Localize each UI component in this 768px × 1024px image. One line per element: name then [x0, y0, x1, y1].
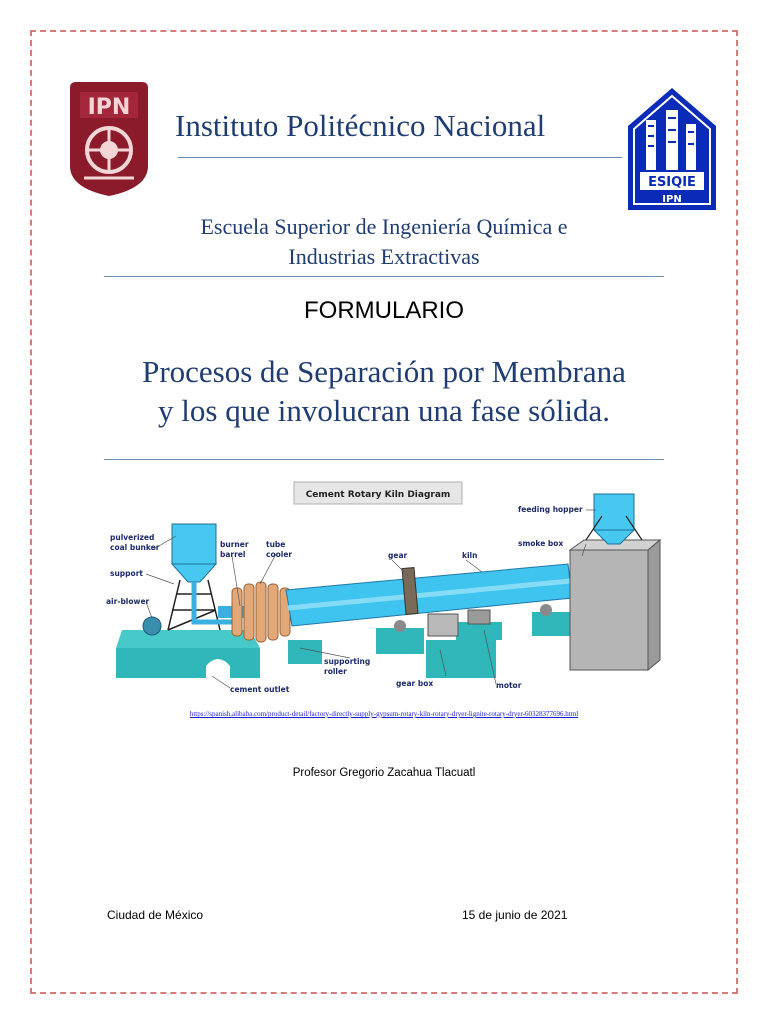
label-air-blower: air-blower: [106, 597, 150, 606]
author-name: Profesor Gregorio Zacahua Tlacuatl: [292, 767, 476, 779]
footer-city: Ciudad de México: [107, 908, 204, 922]
label-supporting-roller-2: roller: [324, 667, 347, 676]
tube-cooler: [232, 582, 290, 642]
label-coal-bunker-2: coal bunker: [110, 543, 160, 552]
svg-text:ESIQIE: ESIQIE: [648, 175, 696, 190]
label-tube-1: tube: [266, 540, 286, 549]
footer-date: 15 de junio de 2021: [462, 908, 568, 922]
label-smoke-box: smoke box: [518, 539, 564, 548]
school-rule: [104, 276, 664, 277]
label-gear-box: gear box: [396, 679, 434, 688]
ipn-logo: [66, 78, 152, 198]
kiln-diagram: [100, 480, 666, 706]
label-burner-2: barrel: [220, 550, 246, 559]
label-motor: motor: [496, 681, 522, 690]
diagram-title: Cement Rotary Kiln Diagram: [305, 490, 451, 500]
school-name: Escuela Superior de Ingeniería Química e Industrias Extractivas: [200, 214, 568, 269]
label-supporting-roller-1: supporting: [324, 657, 371, 666]
subject-title: Procesos de Separación por Membrana y los que involucran una fase sólida.: [142, 354, 626, 428]
svg-text:IPN: IPN: [662, 194, 682, 205]
source-link[interactable]: https://spanish.alibaba.com/product-detail/factory-directly-supply-gypsum-rotary-kiln-rotary-dryer-lignite-rotary-dryer-60328377696.html: [189, 710, 579, 718]
label-tube-2: cooler: [266, 550, 293, 559]
svg-text:IPN: IPN: [87, 95, 131, 120]
subject-rule: [104, 459, 664, 460]
label-kiln: kiln: [462, 551, 478, 560]
title-rule: [178, 157, 622, 158]
label-coal-bunker-1: pulverized: [110, 533, 155, 542]
air-blower-icon: [143, 617, 161, 635]
label-cement-outlet: cement outlet: [230, 685, 290, 694]
esiqie-logo: [626, 86, 718, 212]
label-feeding-hopper: feeding hopper: [518, 505, 583, 514]
institution-title: Instituto Politécnico Nacional: [175, 108, 546, 143]
label-burner-1: burner: [220, 540, 249, 549]
label-support: support: [110, 569, 143, 578]
label-gear: gear: [388, 551, 408, 560]
document-type-label: FORMULARIO: [303, 297, 464, 324]
